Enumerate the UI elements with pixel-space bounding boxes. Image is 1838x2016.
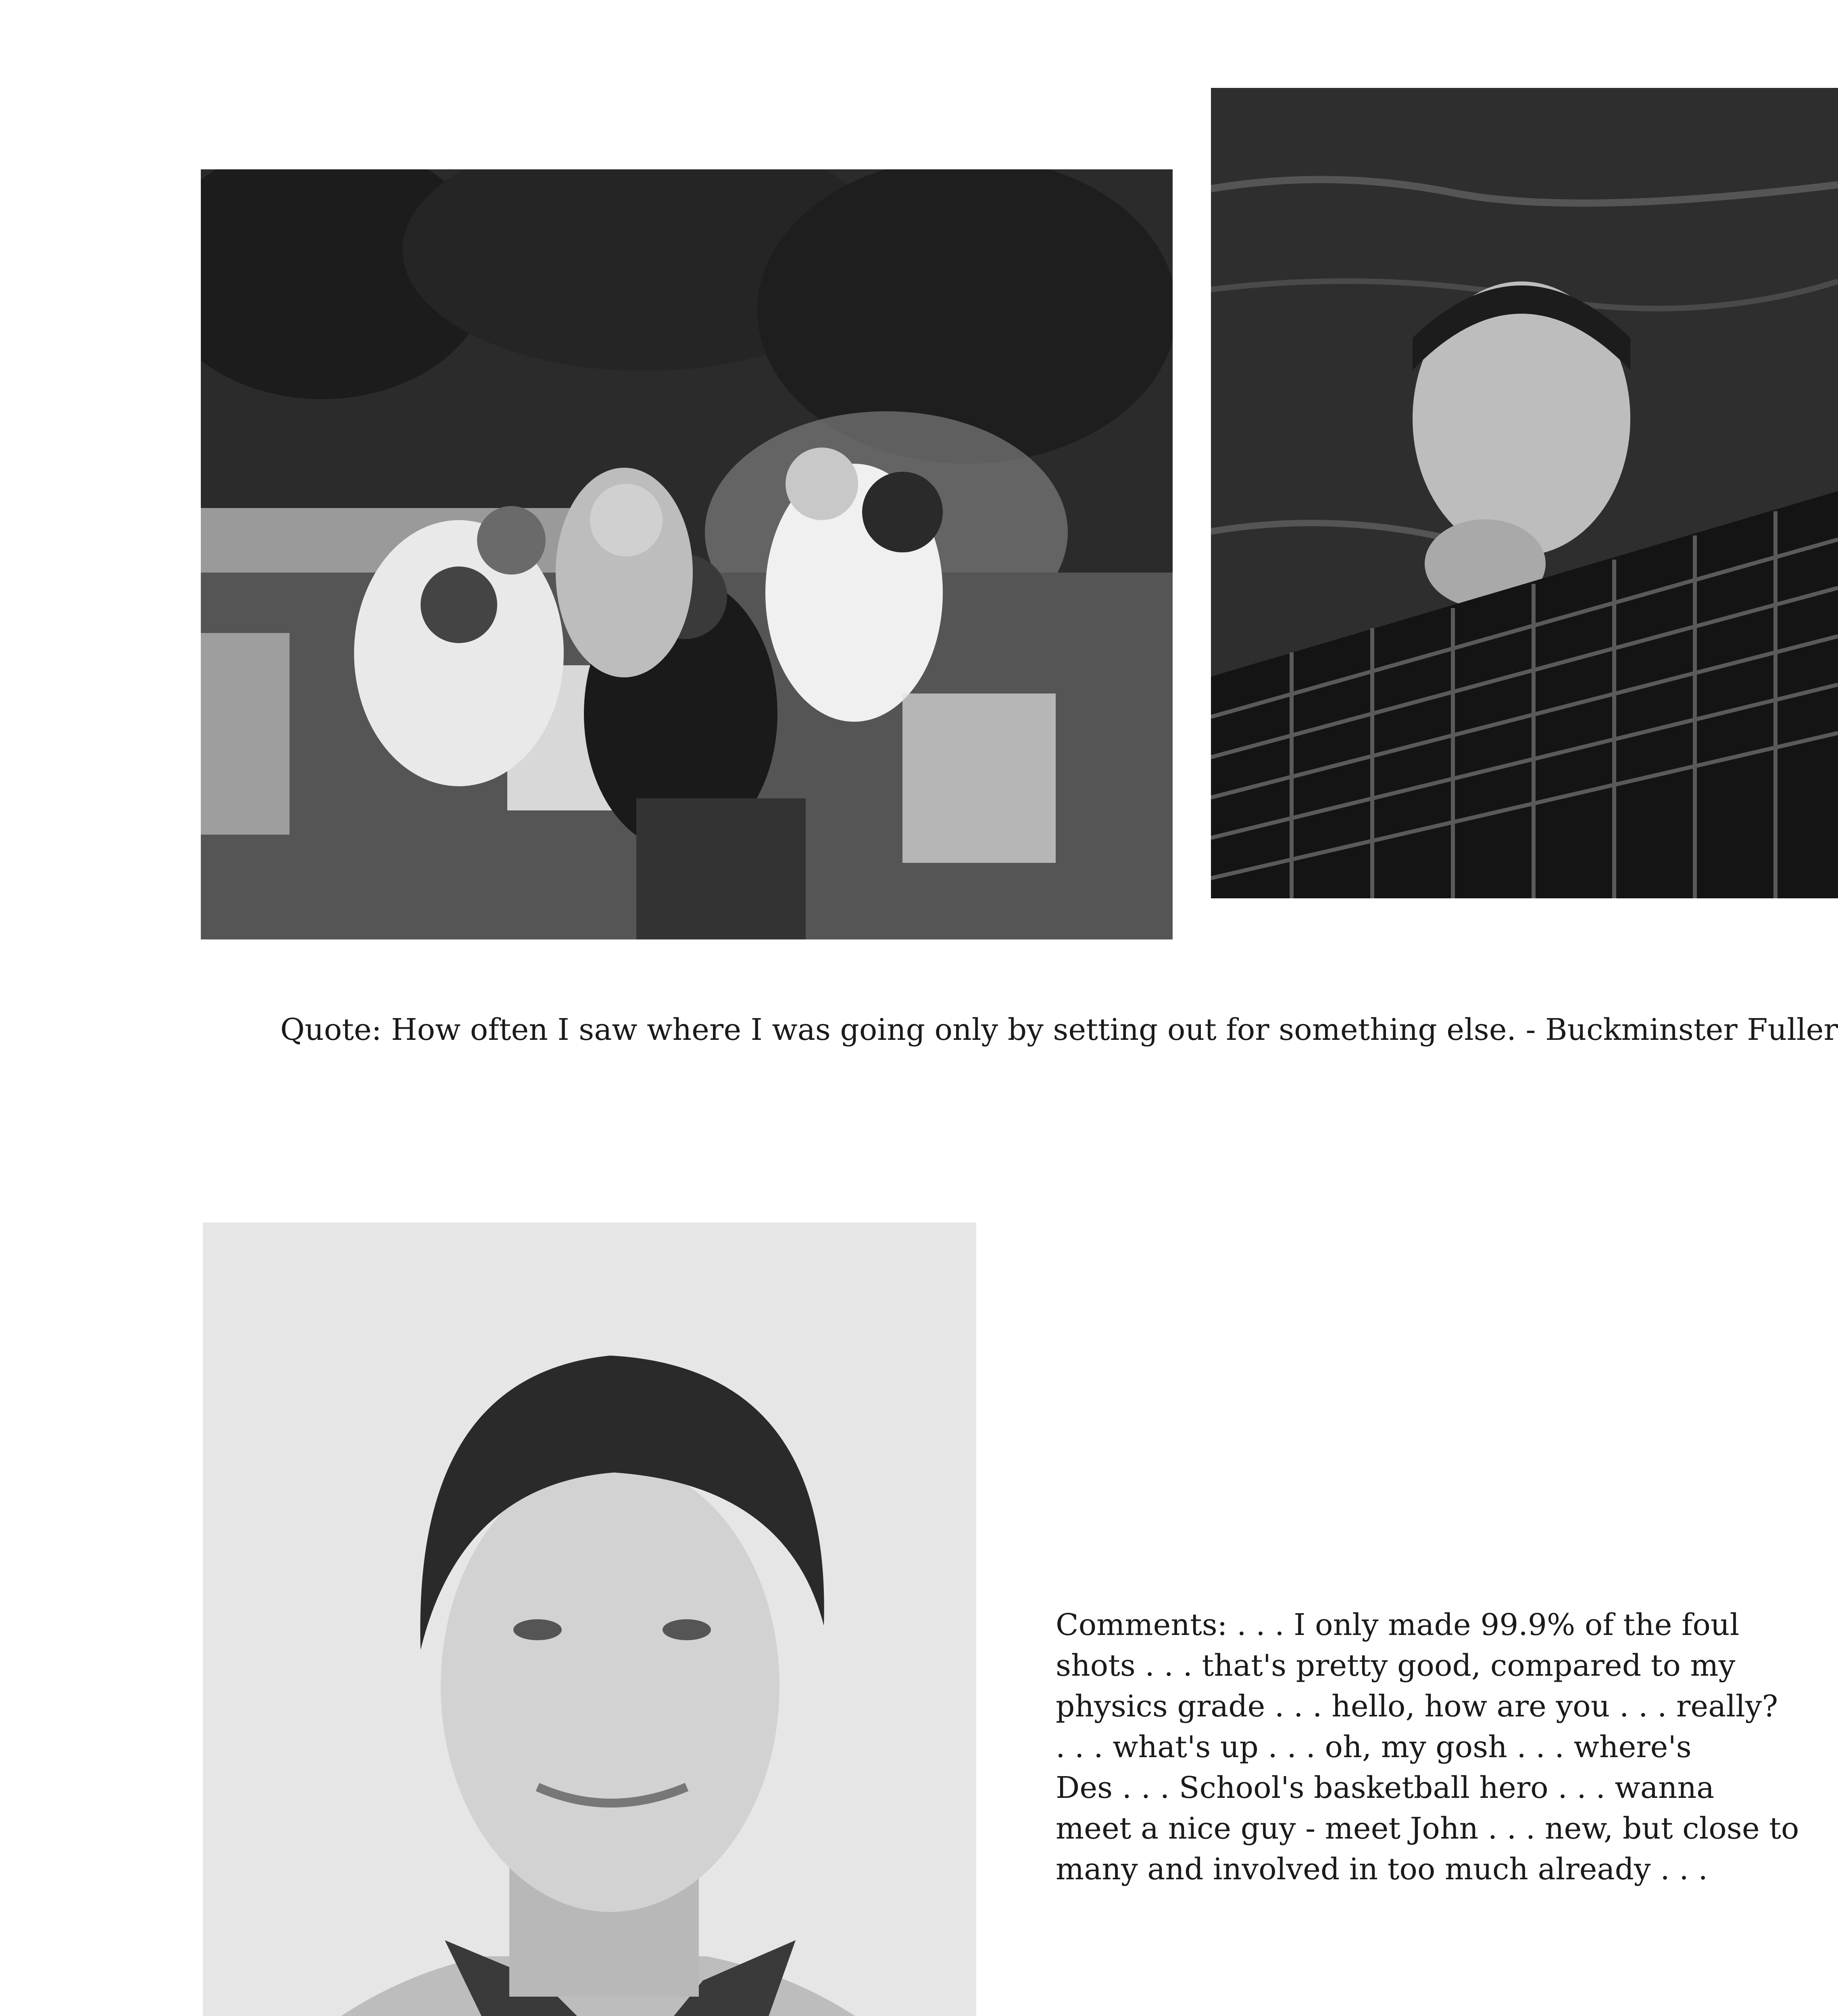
group-garden-photo-image <box>201 169 1173 939</box>
comments-line: shots . . . that's pretty good, compared to my <box>1056 1648 1736 1683</box>
comments-line: . . . what's up . . . oh, my gosh . . . where's <box>1056 1730 1692 1764</box>
portrait-photo <box>203 1223 976 2016</box>
comments-line: many and involved in too much already . . . <box>1056 1852 1708 1887</box>
comments-line: Comments: . . . I only made 99.9% of the foul <box>1056 1608 1740 1642</box>
portrait-photo-image <box>203 1223 976 2016</box>
pool-photo-image <box>1211 88 1838 898</box>
comments-line: Des . . . School's basketball hero . . . wanna <box>1056 1770 1715 1805</box>
quote-text: Quote: How often I saw where I was going only by setting out for something else. - Buckminster Fuller <box>280 1012 1838 1047</box>
comments-line: meet a nice guy - meet John . . . new, but close to <box>1056 1811 1799 1846</box>
comments-block <box>1056 1605 1822 1890</box>
pool-photo <box>1211 88 1838 898</box>
group-garden-photo <box>201 169 1173 939</box>
comments-line: physics grade . . . hello, how are you . . . really? <box>1056 1689 1778 1724</box>
